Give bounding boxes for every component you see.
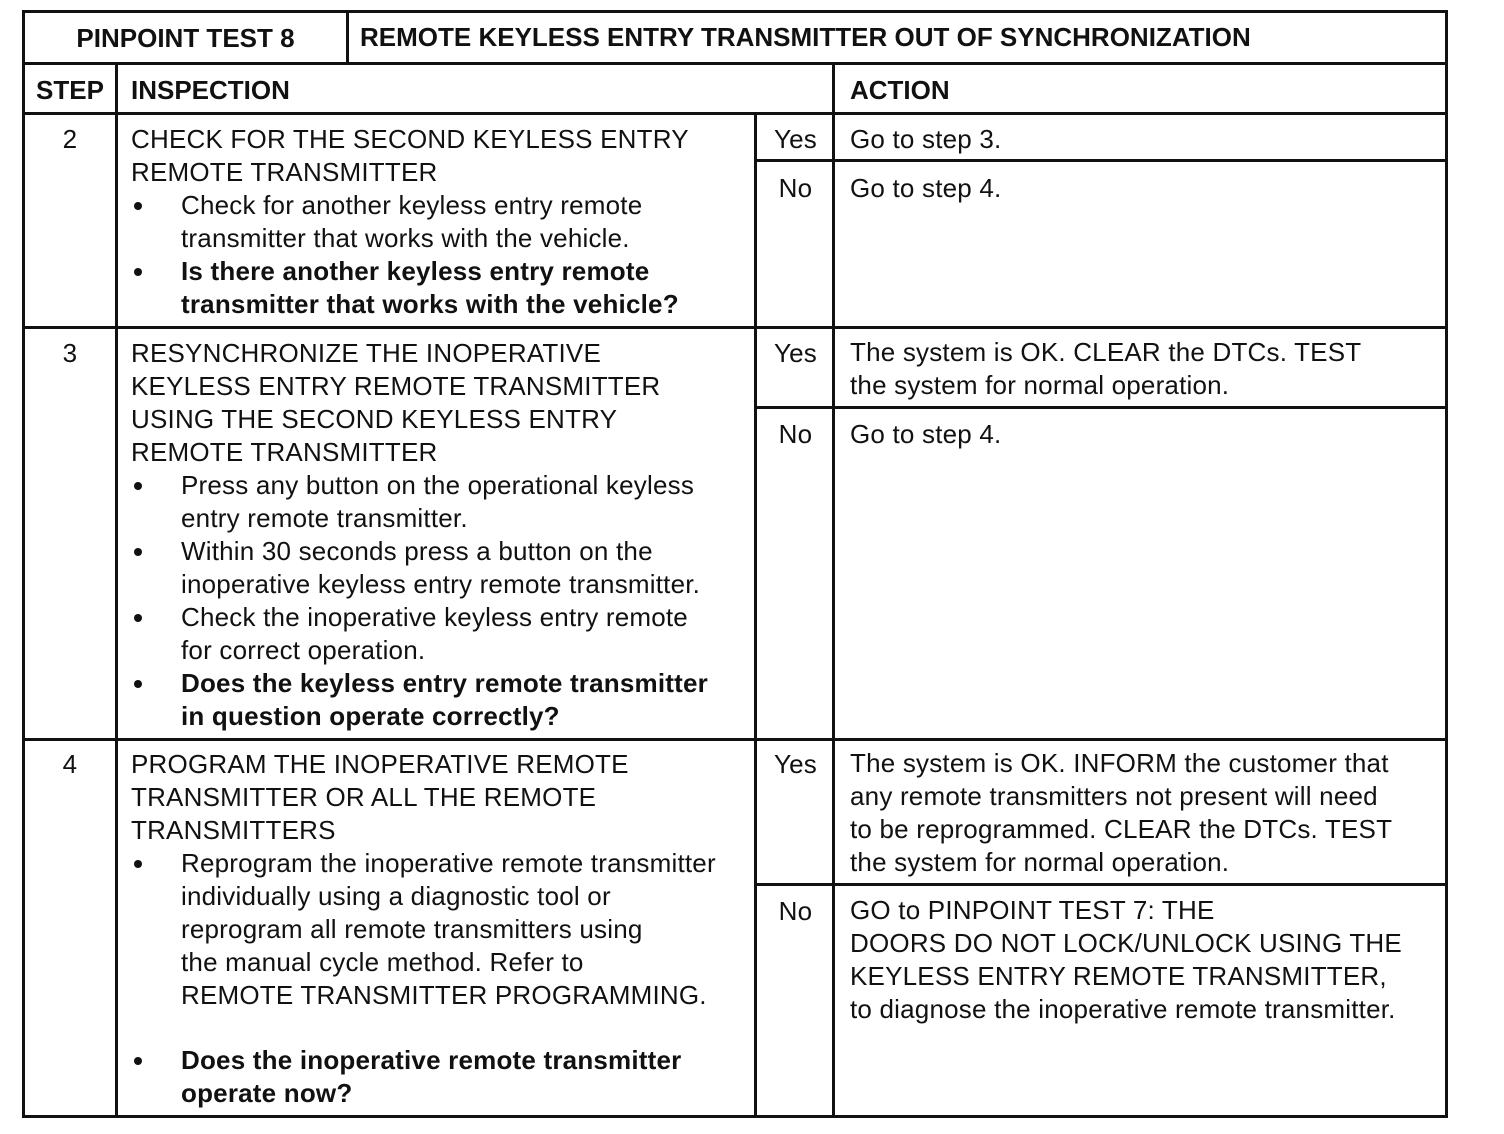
- step3-yes-no-divider: [756, 406, 1448, 409]
- step-row-divider: [22, 326, 1448, 329]
- bullet-text-line: Check for another keyless entry remote: [181, 190, 643, 220]
- step-row-divider: [22, 738, 1448, 741]
- column-header-divider: [22, 112, 1448, 115]
- no-action-line: DOORS DO NOT LOCK/UNLOCK USING THE: [850, 928, 1402, 958]
- yes-label: Yes: [773, 749, 817, 779]
- column-header-action: ACTION: [850, 75, 950, 105]
- action-column-divider: [832, 62, 835, 1118]
- bullet-icon: [134, 202, 142, 210]
- question-text-line: Is there another keyless entry remote: [181, 256, 650, 286]
- step-heading-line: RESYNCHRONIZE THE INOPERATIVE: [131, 338, 602, 368]
- bullet-text-line: REMOTE TRANSMITTER PROGRAMMING.: [181, 980, 707, 1010]
- test-title: REMOTE KEYLESS ENTRY TRANSMITTER OUT OF SYNCHRONIZATION: [360, 22, 1251, 52]
- column-header-step: STEP: [36, 75, 104, 105]
- bullet-text-line: inoperative keyless entry remote transmitter.: [181, 569, 701, 599]
- bullet-text-line: Reprogram the inoperative remote transmitter: [181, 848, 716, 878]
- yes-no-column-divider: [754, 112, 757, 1118]
- no-action-line: KEYLESS ENTRY REMOTE TRANSMITTER,: [850, 961, 1387, 991]
- no-action-line: to diagnose the inoperative remote transmitter.: [850, 994, 1396, 1024]
- bullet-text-line: the manual cycle method. Refer to: [181, 947, 584, 977]
- bullet-text-line: for correct operation.: [181, 635, 426, 665]
- question-text-line: in question operate correctly?: [181, 701, 560, 731]
- step-number: 2: [62, 124, 78, 154]
- step2-yes-no-divider: [756, 159, 1448, 162]
- step-heading-line: KEYLESS ENTRY REMOTE TRANSMITTER: [131, 371, 661, 401]
- step-number: 3: [62, 338, 78, 368]
- bullet-text-line: Press any button on the operational keyless: [181, 470, 695, 500]
- no-label: No: [778, 896, 813, 926]
- title-divider: [346, 10, 349, 64]
- bullet-icon: [134, 268, 142, 276]
- yes-action-line: The system is OK. CLEAR the DTCs. TEST: [850, 337, 1362, 367]
- step-heading-line: USING THE SECOND KEYLESS ENTRY: [131, 404, 618, 434]
- yes-action-line: the system for normal operation.: [850, 370, 1230, 400]
- question-text-line: operate now?: [181, 1078, 353, 1108]
- column-header-inspection: INSPECTION: [131, 75, 290, 105]
- bullet-icon: [134, 614, 142, 622]
- test-id: PINPOINT TEST 8: [76, 23, 295, 53]
- bullet-text-line: reprogram all remote transmitters using: [181, 914, 643, 944]
- question-text-line: transmitter that works with the vehicle?: [181, 289, 679, 319]
- yes-action-line: Go to step 3.: [850, 124, 1002, 154]
- step-heading-line: REMOTE TRANSMITTER: [131, 157, 438, 187]
- step-heading-line: TRANSMITTER OR ALL THE REMOTE: [131, 782, 597, 812]
- bullet-icon: [134, 1057, 142, 1065]
- title-row-divider: [22, 62, 1448, 65]
- no-action-line: Go to step 4.: [850, 173, 1002, 203]
- bullet-text-line: individually using a diagnostic tool or: [181, 881, 611, 911]
- bullet-text-line: entry remote transmitter.: [181, 503, 468, 533]
- no-action-line: GO to PINPOINT TEST 7: THE: [850, 895, 1215, 925]
- step-heading-line: TRANSMITTERS: [131, 815, 336, 845]
- yes-action-line: The system is OK. INFORM the customer that: [850, 748, 1389, 778]
- no-action-line: Go to step 4.: [850, 419, 1002, 449]
- step-heading-line: CHECK FOR THE SECOND KEYLESS ENTRY: [131, 124, 689, 154]
- question-text-line: Does the keyless entry remote transmitter: [181, 668, 708, 698]
- bullet-text-line: Check the inoperative keyless entry remote: [181, 602, 688, 632]
- no-label: No: [778, 173, 813, 203]
- yes-action-line: to be reprogrammed. CLEAR the DTCs. TEST: [850, 814, 1393, 844]
- step-heading-line: PROGRAM THE INOPERATIVE REMOTE: [131, 749, 629, 779]
- bullet-icon: [134, 482, 142, 490]
- bullet-text-line: Within 30 seconds press a button on the: [181, 536, 653, 566]
- bullet-icon: [134, 548, 142, 556]
- no-label: No: [778, 419, 813, 449]
- question-text-line: Does the inoperative remote transmitter: [181, 1045, 682, 1075]
- yes-action-line: any remote transmitters not present will need: [850, 781, 1378, 811]
- step-column-divider: [115, 62, 118, 1118]
- yes-label: Yes: [773, 338, 817, 368]
- step-number: 4: [62, 749, 78, 779]
- bullet-text-line: transmitter that works with the vehicle.: [181, 223, 630, 253]
- step-heading-line: REMOTE TRANSMITTER: [131, 437, 438, 467]
- yes-label: Yes: [773, 124, 817, 154]
- bullet-icon: [134, 680, 142, 688]
- yes-action-line: the system for normal operation.: [850, 847, 1230, 877]
- bullet-icon: [134, 860, 142, 868]
- step4-yes-no-divider: [756, 883, 1448, 886]
